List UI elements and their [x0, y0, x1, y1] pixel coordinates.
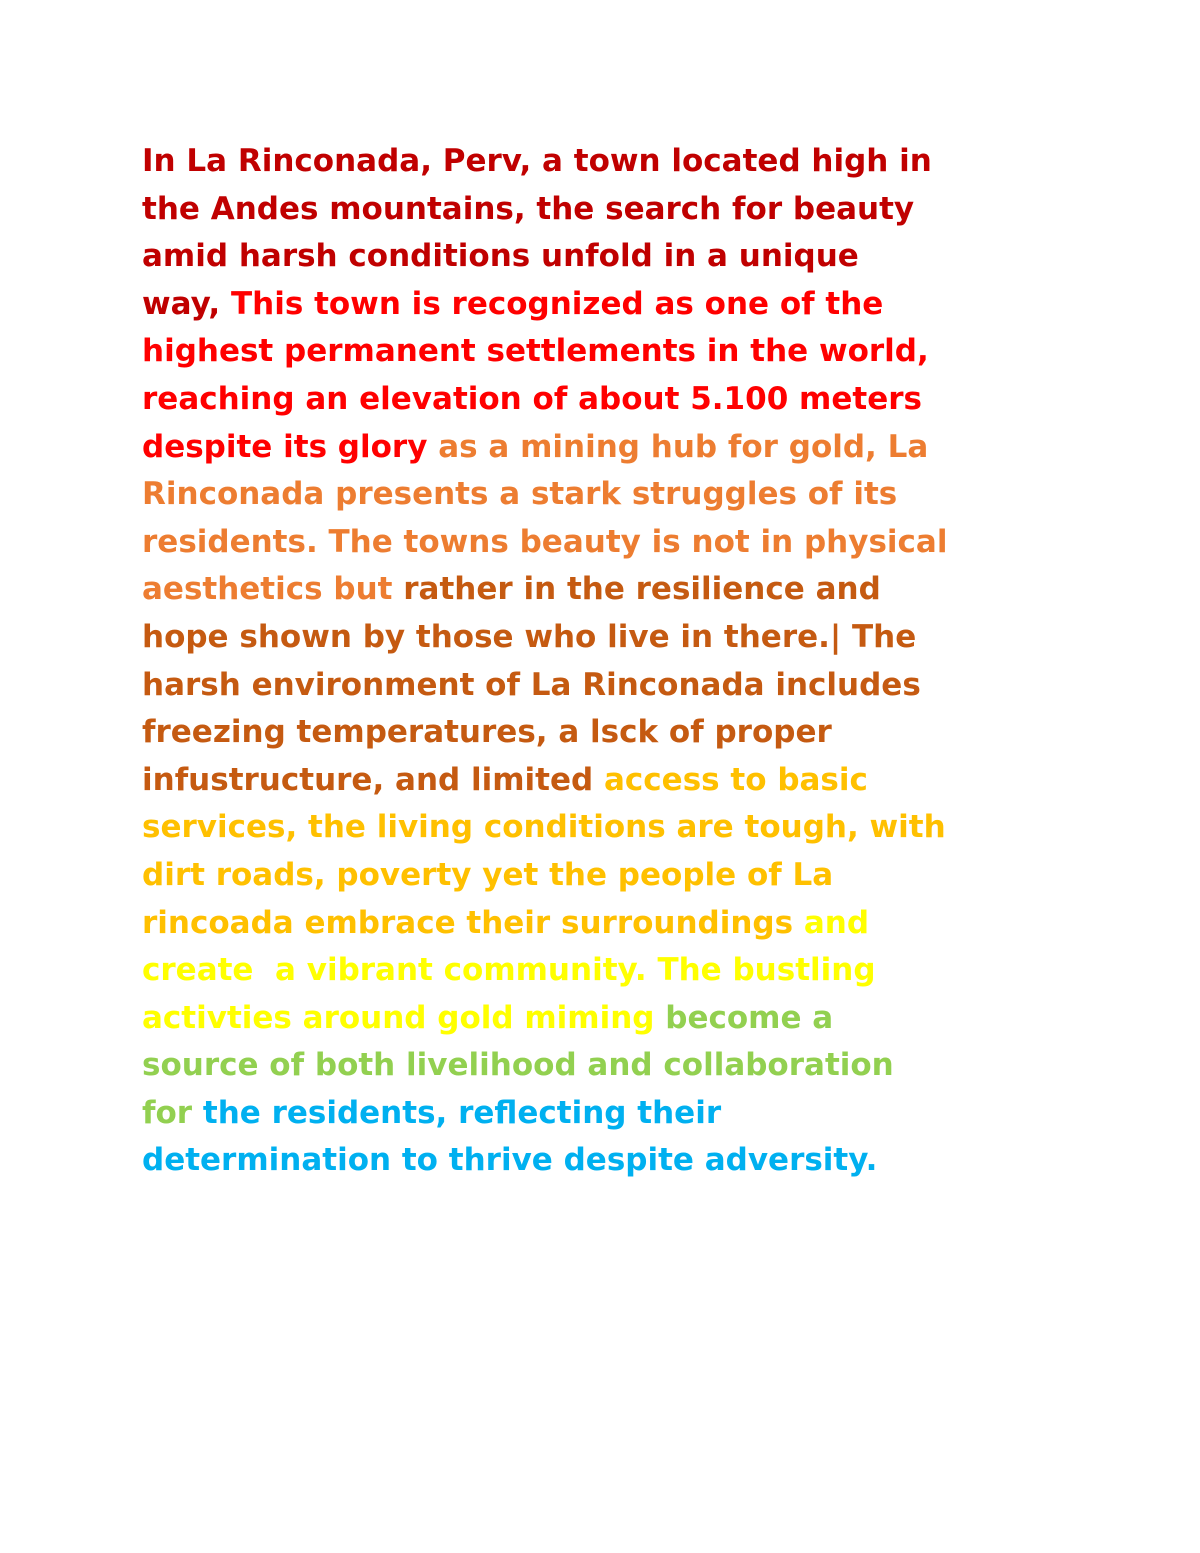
text-segment-red: This town is recognized as one of the highest permanent settlements in the world, reaching an elevation of about 5.100 meters despite its glory	[142, 285, 929, 465]
text-segment-green: become a source of both livelihood and collaboration for	[142, 999, 894, 1131]
text-segment-gold: access to basic services, the living conditions are tough, with dirt roads, poverty yet the people of La rincoada embrace their surroundings	[142, 761, 946, 941]
text-segment-brown: rather in the resilience and hope shown by those who live in there.| The harsh environment of La Rinconada includes freezing temperatures, a lsck of proper infustructure, and limited	[142, 571, 921, 798]
body-paragraph	[142, 138, 1072, 1185]
text-segment-blue: the residents, reflecting their determination to thrive despite adversity.	[142, 1094, 878, 1179]
text-segment-yellow: and create a vibrant community. The bustling activties around gold miming	[142, 904, 876, 1036]
text-segment-dark-red: In La Rinconada, Perv, a town located high in the Andes mountains, the search for beauty amid harsh conditions unfold in a unique way,	[142, 143, 932, 322]
text-segment-orange: as a mining hub for gold, La Rinconada presents a stark struggles of its residents. The towns beauty is not in physical aesthetics but	[142, 428, 948, 608]
